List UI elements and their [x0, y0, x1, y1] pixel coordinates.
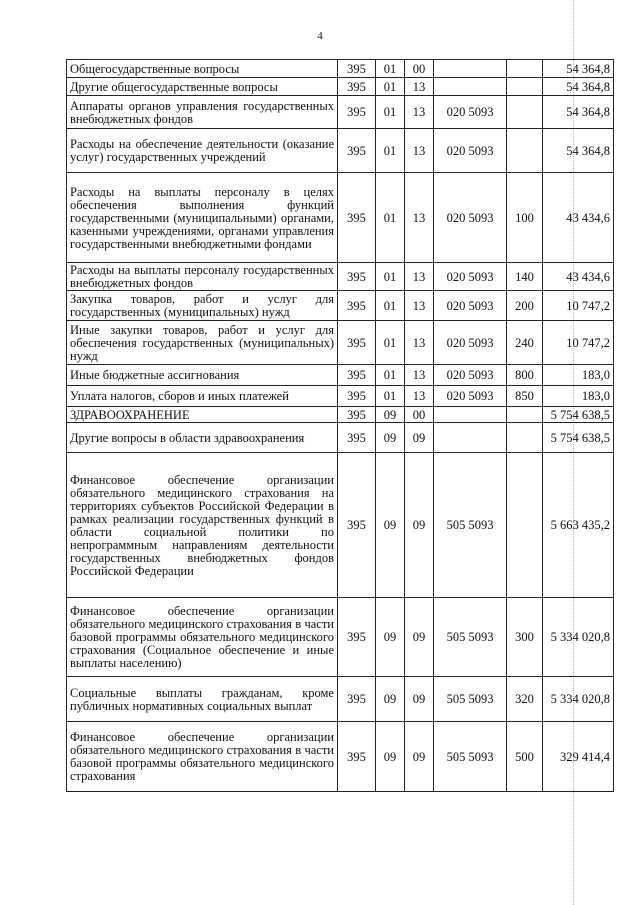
table-row [67, 291, 614, 321]
row-sum-cell: 54 364,8 [543, 96, 614, 129]
row-csr-cell [434, 407, 507, 423]
row-csr-cell: 505 5093 [434, 722, 507, 792]
row-name-cell: Закупка товаров, работ и услуг для государственных (муниципальных) нужд [67, 291, 338, 321]
row-name-cell: Другие общегосударственные вопросы [67, 78, 338, 96]
row-csr-cell [434, 78, 507, 96]
row-pr-cell: 13 [405, 129, 434, 173]
row-rz-cell: 01 [376, 365, 405, 386]
table-row [67, 96, 614, 129]
row-ved-cell: 395 [338, 60, 376, 78]
row-vr-cell: 240 [507, 321, 543, 365]
row-vr-cell: 500 [507, 722, 543, 792]
row-name-cell: Аппараты органов управления государственных внебюджетных фондов [67, 96, 338, 129]
row-rz-cell: 01 [376, 96, 405, 129]
row-csr-cell: 020 5093 [434, 291, 507, 321]
row-vr-cell: 800 [507, 365, 543, 386]
row-sum-cell: 54 364,8 [543, 78, 614, 96]
table-row [67, 423, 614, 453]
row-pr-cell: 00 [405, 407, 434, 423]
row-csr-cell [434, 423, 507, 453]
row-name-cell: ЗДРАВООХРАНЕНИЕ [67, 407, 338, 423]
row-vr-cell: 320 [507, 677, 543, 722]
row-csr-cell: 505 5093 [434, 677, 507, 722]
row-rz-cell: 01 [376, 386, 405, 407]
table-row [67, 263, 614, 291]
row-name-cell: Общегосударственные вопросы [67, 60, 338, 78]
row-ved-cell: 395 [338, 291, 376, 321]
row-sum-cell: 329 414,4 [543, 722, 614, 792]
row-vr-cell [507, 407, 543, 423]
table-row [67, 677, 614, 722]
row-pr-cell: 09 [405, 722, 434, 792]
row-vr-cell [507, 423, 543, 453]
row-name-cell: Социальные выплаты гражданам, кроме публичных нормативных социальных выплат [67, 677, 338, 722]
table-row [67, 321, 614, 365]
row-pr-cell: 13 [405, 365, 434, 386]
row-rz-cell: 09 [376, 598, 405, 677]
row-vr-cell [507, 96, 543, 129]
row-sum-cell: 183,0 [543, 365, 614, 386]
row-vr-cell [507, 78, 543, 96]
row-vr-cell: 100 [507, 173, 543, 263]
row-rz-cell: 09 [376, 722, 405, 792]
table-row [67, 365, 614, 386]
row-rz-cell: 01 [376, 291, 405, 321]
row-vr-cell: 140 [507, 263, 543, 291]
row-csr-cell: 020 5093 [434, 263, 507, 291]
row-ved-cell: 395 [338, 365, 376, 386]
row-ved-cell: 395 [338, 321, 376, 365]
row-name-cell: Финансовое обеспечение организации обязательного медицинского страхования на территориях субъектов Российской Федерации в рамках реализации государственных функций в области социальной политики по непрограммным направлениям деятельности государственных внебюджетных фондов Российской Федерации [67, 453, 338, 598]
page-number: 4 [317, 30, 323, 42]
row-vr-cell [507, 453, 543, 598]
row-pr-cell: 13 [405, 96, 434, 129]
row-sum-cell: 5 754 638,5 [543, 407, 614, 423]
row-ved-cell: 395 [338, 722, 376, 792]
row-csr-cell: 020 5093 [434, 321, 507, 365]
row-pr-cell: 13 [405, 386, 434, 407]
table-row [67, 598, 614, 677]
row-rz-cell: 01 [376, 173, 405, 263]
row-rz-cell: 09 [376, 423, 405, 453]
row-name-cell: Уплата налогов, сборов и иных платежей [67, 386, 338, 407]
row-sum-cell: 10 747,2 [543, 321, 614, 365]
row-ved-cell: 395 [338, 173, 376, 263]
table-row [67, 78, 614, 96]
row-sum-cell: 183,0 [543, 386, 614, 407]
row-name-cell: Финансовое обеспечение организации обязательного медицинского страхования в части базовой программы обязательного медицинского страхования (Социальное обеспечение и иные выплаты населению) [67, 598, 338, 677]
table-row [67, 453, 614, 598]
row-rz-cell: 01 [376, 78, 405, 96]
row-rz-cell: 01 [376, 263, 405, 291]
row-rz-cell: 09 [376, 677, 405, 722]
row-vr-cell: 300 [507, 598, 543, 677]
table-row [67, 722, 614, 792]
row-rz-cell: 09 [376, 407, 405, 423]
row-name-cell: Иные закупки товаров, работ и услуг для обеспечения государственных (муниципальных) нужд [67, 321, 338, 365]
row-sum-cell: 5 334 020,8 [543, 677, 614, 722]
row-name-cell: Другие вопросы в области здравоохранения [67, 423, 338, 453]
row-csr-cell: 505 5093 [434, 453, 507, 598]
row-pr-cell: 13 [405, 78, 434, 96]
table-row [67, 129, 614, 173]
row-sum-cell: 5 334 020,8 [543, 598, 614, 677]
row-rz-cell: 01 [376, 321, 405, 365]
row-ved-cell: 395 [338, 96, 376, 129]
row-csr-cell: 020 5093 [434, 129, 507, 173]
row-sum-cell: 43 434,6 [543, 173, 614, 263]
row-ved-cell: 395 [338, 453, 376, 598]
row-rz-cell: 09 [376, 453, 405, 598]
row-csr-cell: 505 5093 [434, 598, 507, 677]
row-pr-cell: 13 [405, 263, 434, 291]
row-vr-cell: 850 [507, 386, 543, 407]
row-pr-cell: 09 [405, 677, 434, 722]
row-csr-cell [434, 60, 507, 78]
row-vr-cell: 200 [507, 291, 543, 321]
row-pr-cell: 13 [405, 291, 434, 321]
row-csr-cell: 020 5093 [434, 173, 507, 263]
row-name-cell: Расходы на выплаты персоналу в целях обеспечения выполнения функций государственными (муниципальными) органами, казенными учреждениями, органами управления государственными внебюджетными фондами [67, 173, 338, 263]
budget-table [66, 59, 614, 792]
row-pr-cell: 09 [405, 423, 434, 453]
row-pr-cell: 09 [405, 598, 434, 677]
table-row [67, 386, 614, 407]
row-sum-cell: 5 663 435,2 [543, 453, 614, 598]
row-vr-cell [507, 60, 543, 78]
row-csr-cell: 020 5093 [434, 96, 507, 129]
row-ved-cell: 395 [338, 263, 376, 291]
table-row [67, 60, 614, 78]
row-ved-cell: 395 [338, 677, 376, 722]
row-ved-cell: 395 [338, 78, 376, 96]
row-sum-cell: 10 747,2 [543, 291, 614, 321]
row-rz-cell: 01 [376, 129, 405, 173]
row-name-cell: Финансовое обеспечение организации обязательного медицинского страхования в части базовой программы обязательного медицинского страхования [67, 722, 338, 792]
row-vr-cell [507, 129, 543, 173]
row-pr-cell: 13 [405, 321, 434, 365]
row-name-cell: Иные бюджетные ассигнования [67, 365, 338, 386]
row-ved-cell: 395 [338, 386, 376, 407]
row-name-cell: Расходы на обеспечение деятельности (оказание услуг) государственных учреждений [67, 129, 338, 173]
row-sum-cell: 43 434,6 [543, 263, 614, 291]
row-sum-cell: 5 754 638,5 [543, 423, 614, 453]
row-ved-cell: 395 [338, 598, 376, 677]
row-name-cell: Расходы на выплаты персоналу государственных внебюджетных фондов [67, 263, 338, 291]
row-ved-cell: 395 [338, 423, 376, 453]
row-ved-cell: 395 [338, 129, 376, 173]
row-csr-cell: 020 5093 [434, 365, 507, 386]
table-row [67, 173, 614, 263]
row-pr-cell: 09 [405, 453, 434, 598]
row-pr-cell: 00 [405, 60, 434, 78]
row-sum-cell: 54 364,8 [543, 129, 614, 173]
row-csr-cell: 020 5093 [434, 386, 507, 407]
row-pr-cell: 13 [405, 173, 434, 263]
table-row [67, 407, 614, 423]
row-rz-cell: 01 [376, 60, 405, 78]
row-sum-cell: 54 364,8 [543, 60, 614, 78]
row-ved-cell: 395 [338, 407, 376, 423]
table-body [67, 60, 614, 792]
